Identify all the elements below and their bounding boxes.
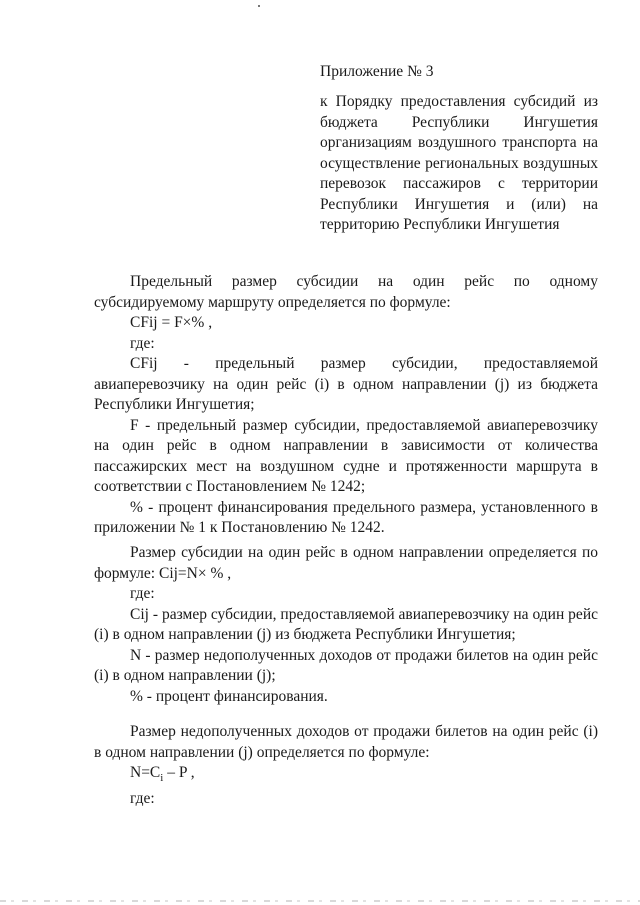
section2-def-percent: % - процент финансирования. [130,687,328,705]
section2-intro: Размер субсидии на один рейс в одном направлении определяется по формуле: Cij=N× % , [94,544,598,582]
formula-subscript: i [160,772,164,785]
section3-formula [94,763,598,789]
appendix-title: Приложение № 3 [320,63,434,80]
formula-rhs: – P , [163,764,195,781]
section1-intro: Предельный размер субсидии на один рейс по одному субсидируемому маршруту определяется по формуле: [94,273,598,311]
appendix-note: к Порядку предоставления субсидий из бюджета Республики Ингушетия организациям воздушного транспорта на осуществление региональных воздушных перевозок пассажиров с территории Республики Ингушетия и (или) на территорию Республики Ингушетия [320,93,598,233]
section1-def-cfij: CFij - предельный размер субсидии, предоставляемой авиаперевозчику на один рейс (i) в одном направлении (j) из бюджета Республики Ингушетия; [94,355,598,413]
section2-where: где: [130,585,155,602]
section1-def-percent: % - процент финансирования предельного размера, установленного в приложении № 1 к Постановлению № 1242. [94,498,598,536]
section2-def-n: N - размер недополученных доходов от продажи билетов на один рейс (i) в одном направлении (j); [94,646,598,684]
section-lost-income [94,722,598,809]
scan-speck [258,5,260,7]
section-max-subsidy [94,272,598,539]
section3-intro: Размер недополученных доходов от продажи билетов на один рейс (i) в одном направлении (j) определяется по формуле: [94,723,598,761]
section2-def-cij: Cij - размер субсидии, предоставляемой авиаперевозчику на один рейс (i) в одном направлении (j) из бюджета Республики Ингушетия; [94,605,598,643]
formula-lhs: N=C [130,764,161,781]
section-subsidy-per-flight [94,543,598,707]
section1-def-f: F - предельный размер субсидии, предоставляемой авиаперевозчику на один рейс в одном направлении в зависимости от количества пассажирских мест на воздушном судне и протяженности маршрута в соответствии с Постановлением № 1242; [94,416,598,495]
section1-formula: CFij = F×% , [130,314,213,331]
section3-where: где: [130,789,155,807]
scan-bottom-edge [0,900,640,902]
section1-where: где: [130,334,155,352]
